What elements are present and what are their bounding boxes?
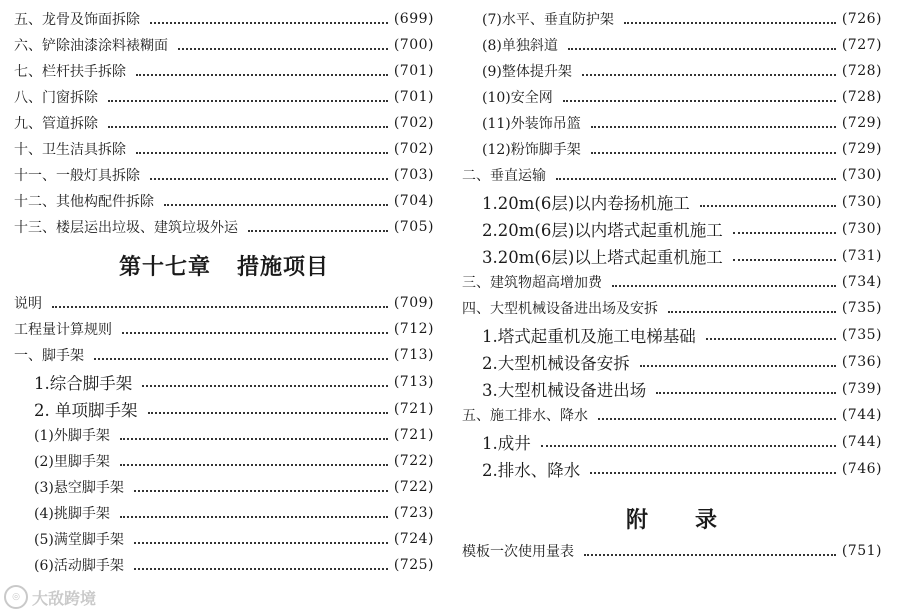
toc-entry-page: (713) [393,373,434,390]
toc-entry-page: (701) [393,63,434,79]
toc-entry[interactable] [462,242,882,269]
toc-entry-page: (735) [841,300,882,316]
toc-entry-label: 五、施工排水、降水 [462,408,588,424]
toc-entry[interactable] [462,32,882,58]
toc-entry-label: (4)挑脚手架 [34,506,110,522]
toc-entry[interactable] [14,162,434,188]
toc-entry-page: (731) [841,247,882,264]
toc-entry[interactable] [462,6,882,32]
toc-entry-page: (744) [841,433,882,450]
dot-leader [656,392,836,394]
dot-leader [164,204,388,206]
toc-entry-page: (702) [393,141,434,157]
dot-leader [120,516,388,518]
toc-entry[interactable] [14,110,434,136]
toc-entry-page: (722) [393,479,434,495]
toc-left-column [14,6,434,578]
toc-entry[interactable] [14,84,434,110]
toc-entry-label: (3)悬空脚手架 [34,480,124,496]
toc-entry-label: (12)粉饰脚手架 [482,142,581,158]
toc-entry-page: (704) [393,193,434,209]
toc-entry-label: (1)外脚手架 [34,428,110,444]
dot-leader [134,490,388,492]
toc-entry-page: (746) [841,460,882,477]
toc-entry[interactable] [14,368,434,395]
toc-entry-page: (725) [393,557,434,573]
toc-entry[interactable] [462,188,882,215]
dot-leader [52,306,388,308]
toc-entry-label: (6)活动脚手架 [34,558,124,574]
dot-leader [541,445,836,447]
toc-entry-page: (734) [841,274,882,290]
toc-entry[interactable] [462,110,882,136]
toc-entry-label: 十二、其他构配件拆除 [14,194,154,210]
toc-entry-page: (712) [393,321,434,337]
toc-entry[interactable] [14,448,434,474]
toc-entry-page: (729) [841,115,882,131]
toc-entry[interactable] [14,316,434,342]
toc-entry-label: 七、栏杆扶手拆除 [14,64,126,80]
toc-entry[interactable] [14,32,434,58]
toc-entry-label: 九、管道拆除 [14,116,98,132]
toc-entry[interactable] [462,538,882,564]
dot-leader [120,438,388,440]
toc-entry-page: (699) [393,11,434,27]
appendix-title-a: 附 [625,508,649,533]
dot-leader [136,152,388,154]
toc-entry[interactable] [14,214,434,240]
toc-entry[interactable] [14,188,434,214]
toc-entry-page: (702) [393,115,434,131]
dot-leader [590,472,836,474]
toc-entry-page: (730) [841,193,882,210]
dot-leader [148,412,388,414]
toc-entry-label: (10)安全网 [482,90,553,106]
toc-entry-label: 1.综合脚手架 [34,373,133,393]
toc-entry-label: 2.20m(6层)以内塔式起重机施工 [482,220,723,240]
toc-entry-page: (730) [841,220,882,237]
toc-entry-label: 工程量计算规则 [14,322,112,338]
watermark-logo-icon: ◎ [4,585,28,609]
toc-entry[interactable] [462,295,882,321]
toc-entry[interactable] [14,136,434,162]
toc-entry-page: (724) [393,531,434,547]
toc-entry[interactable] [462,455,882,482]
toc-entry-page: (709) [393,295,434,311]
toc-entry-label: 3.20m(6层)以上塔式起重机施工 [482,247,723,267]
toc-entry-label: 十、卫生洁具拆除 [14,142,126,158]
chapter-number: 第十七章 [118,254,211,280]
toc-entry-page: (703) [393,167,434,183]
dot-leader [178,48,388,50]
chapter-title: 措施项目 [237,254,330,280]
dot-leader [108,100,388,102]
toc-entry-page: (729) [841,141,882,157]
toc-entry-page: (735) [841,326,882,343]
dot-leader [668,311,836,313]
toc-entry-label: 模板一次使用量表 [462,544,574,560]
dot-leader [706,338,836,340]
dot-leader [136,74,388,76]
toc-entry-label: 1.塔式起重机及施工电梯基础 [482,326,696,346]
toc-entry-label: (8)单独斜道 [482,38,558,54]
toc-left-top-list [14,6,434,240]
dot-leader [94,358,388,360]
dot-leader [598,418,836,420]
dot-leader [120,464,388,466]
dot-leader [700,205,836,207]
dot-leader [142,385,388,387]
dot-leader [733,232,836,234]
toc-entry[interactable] [462,58,882,84]
toc-entry-label: 二、垂直运输 [462,168,546,184]
dot-leader [134,568,388,570]
toc-entry-label: 三、建筑物超高增加费 [462,275,602,291]
toc-entry-page: (721) [393,427,434,443]
dot-leader [122,332,388,334]
toc-entry-label: 2.排水、降水 [482,460,581,480]
toc-right-list [462,6,882,482]
toc-entry[interactable] [462,215,882,242]
dot-leader [134,542,388,544]
toc-entry[interactable] [14,474,434,500]
toc-entry-page: (721) [393,400,434,417]
toc-entry-label: (2)里脚手架 [34,454,110,470]
appendix-title-b: 录 [695,508,719,533]
toc-entry-label: 1.成井 [482,433,531,453]
toc-entry-label: 八、门窗拆除 [14,90,98,106]
toc-entry[interactable] [462,269,882,295]
toc-entry-label: 说明 [14,296,42,312]
toc-left-chapter-list [14,290,434,578]
toc-entry-page: (713) [393,347,434,363]
toc-entry-label: 五、龙骨及饰面拆除 [14,12,140,28]
toc-entry-page: (726) [841,11,882,27]
toc-entry-label: 3.大型机械设备进出场 [482,380,647,400]
toc-entry[interactable] [462,348,882,375]
toc-entry[interactable] [462,136,882,162]
toc-entry[interactable] [14,395,434,422]
toc-entry[interactable] [462,402,882,428]
appendix-heading [462,482,882,538]
dot-leader [150,178,388,180]
toc-entry-page: (728) [841,63,882,79]
toc-entry-label: (9)整体提升架 [482,64,572,80]
toc-entry[interactable] [14,290,434,316]
toc-entry-page: (751) [841,543,882,559]
toc-entry-label: 六、铲除油漆涂料裱糊面 [14,38,168,54]
toc-entry[interactable] [462,84,882,110]
toc-entry-page: (723) [393,505,434,521]
toc-entry-page: (736) [841,353,882,370]
toc-entry[interactable] [462,375,882,402]
toc-entry[interactable] [462,321,882,348]
toc-entry-label: 十三、楼层运出垃圾、建筑垃圾外运 [14,220,238,236]
toc-entry[interactable] [14,552,434,578]
toc-entry-page: (727) [841,37,882,53]
toc-entry-label: (7)水平、垂直防护架 [482,12,614,28]
dot-leader [591,152,836,154]
toc-entry-label: 四、大型机械设备进出场及安拆 [462,301,658,317]
toc-appendix-list [462,538,882,564]
watermark [4,585,96,609]
dot-leader [612,285,836,287]
dot-leader [624,22,836,24]
toc-entry[interactable] [14,58,434,84]
toc-entry-label: (5)满堂脚手架 [34,532,124,548]
toc-entry[interactable] [14,526,434,552]
toc-entry-page: (728) [841,89,882,105]
dot-leader [150,22,388,24]
toc-entry[interactable] [14,342,434,368]
watermark-text: 大敌跨境 [32,588,97,608]
toc-right-column [462,6,882,564]
toc-entry-page: (701) [393,89,434,105]
dot-leader [568,48,836,50]
toc-entry-page: (739) [841,380,882,397]
dot-leader [733,259,836,261]
toc-entry-page: (722) [393,453,434,469]
dot-leader [108,126,388,128]
toc-entry-label: 十一、一般灯具拆除 [14,168,140,184]
toc-entry[interactable] [14,422,434,448]
dot-leader [556,178,836,180]
toc-entry-label: 2. 单项脚手架 [34,400,138,420]
dot-leader [248,230,388,232]
toc-entry-page: (705) [393,219,434,235]
toc-entry-label: (11)外装饰吊篮 [482,116,581,132]
toc-entry-page: (744) [841,407,882,423]
dot-leader [591,126,836,128]
toc-entry-label: 2.大型机械设备安拆 [482,353,630,373]
toc-entry[interactable] [462,428,882,455]
chapter-heading [14,240,434,290]
dot-leader [563,100,836,102]
toc-entry-label: 一、脚手架 [14,348,84,364]
toc-entry[interactable] [14,500,434,526]
dot-leader [582,74,836,76]
dot-leader [584,554,836,556]
toc-entry-label: 1.20m(6层)以内卷扬机施工 [482,193,690,213]
toc-entry-page: (700) [393,37,434,53]
toc-entry[interactable] [14,6,434,32]
dot-leader [640,365,836,367]
toc-entry-page: (730) [841,167,882,183]
toc-entry[interactable] [462,162,882,188]
